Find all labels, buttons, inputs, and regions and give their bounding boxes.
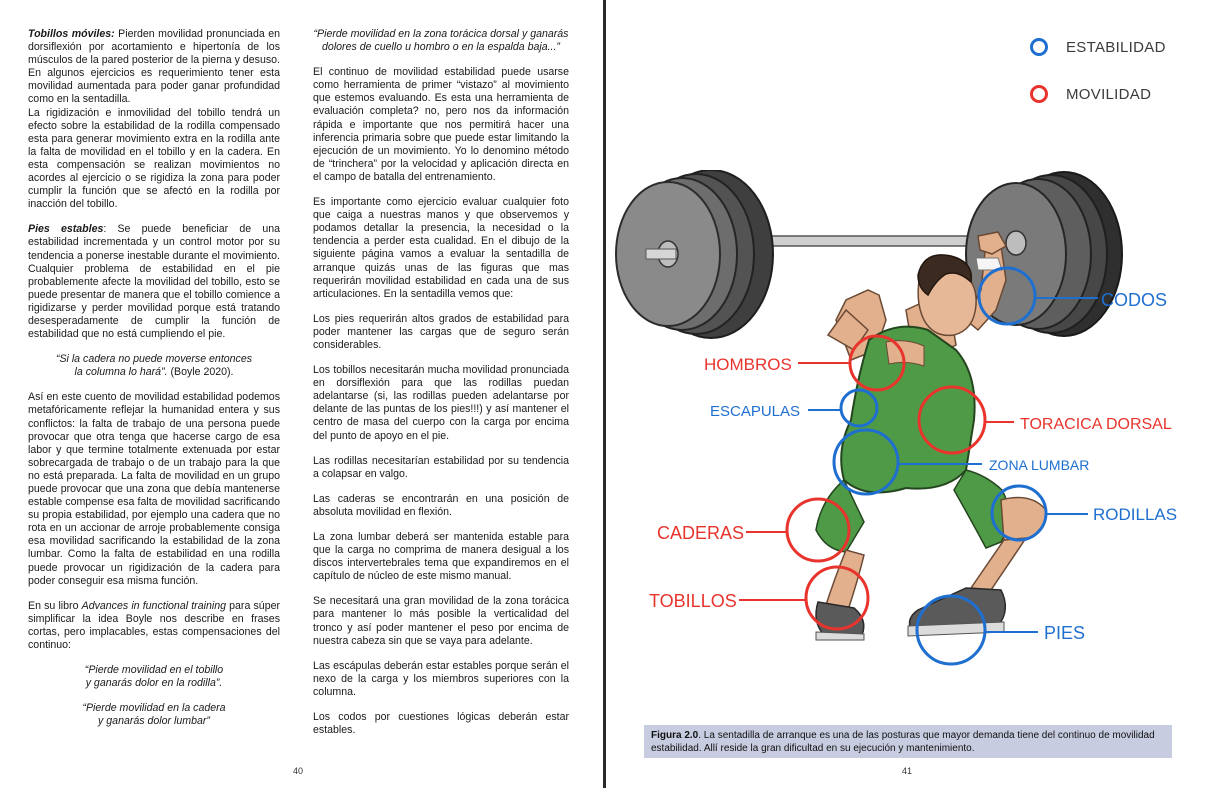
label-caderas: CADERAS bbox=[657, 523, 745, 543]
left-page bbox=[0, 0, 603, 788]
quote-line: dolores de cuello u hombro o en la espalda baja...” bbox=[322, 41, 560, 54]
label-hombros: HOMBROS bbox=[704, 355, 792, 374]
paragraph-text: Pierden movilidad pronunciada en dorsiflexión por acortamiento e hipertonía de los músculos de la pared posterior de la pierna y desuso. En algunos ejercicios es requerimiento tener esta movilidad aumentada para poder ganar profundidad como en la sentadilla. bbox=[28, 28, 280, 106]
paragraph-metafora: Así en este cuento de movilidad estabilidad podemos metafóricamente reflejar la humanidad entera y sus conflictos: la falta de trabajo de una persona puede provocar que otra tenga que hacerse cargo de esa labor y que termine totalmente extenuada por estar sobrecargada de trabajo o de un trabajo para la que no está preparada. La falta de movilidad en un grupo puede provocar que una zona que debía mantenerse estable compense esa falta de movilidad sacrificando su propia estabilidad, por ejemplo una cadera que no rota en un accionar de arroje probablemente consiga esa movilidad sacrificando la estabilidad de la zona lumbar. Como la falta de estabilidad en una rodilla puede provocar un rigidización de la cadera para poder conseguir esa misma función. bbox=[28, 391, 280, 587]
paragraph-evaluar: Es importante como ejercicio evaluar cualquier foto que caiga a nuestras manos y que observemos y podamos detallar la presencia, la necesidad o la tendencia a perder esta cualidad. En el dibujo de la siguiente página vamos a evaluar la sentadilla de arranque quizás unas de las figuras que mas requerirán movilidad estabilidad en cada una de sus articulaciones. En la sentadilla vemos que: bbox=[313, 196, 569, 300]
paragraph-tobillos-req: Los tobillos necesitarán mucha movilidad pronunciada en dorsiflexión para que las rodillas puedan adelantarse (si, las rodillas pueden adelantarse por delante de las puntas de los pies!!!) y así mantener el centro de masa del cuerpo con la carga por encima del punto de apoyo en el pie. bbox=[313, 364, 569, 442]
legend-stability bbox=[1030, 38, 1166, 56]
paragraph-codos-req: Los codos por cuestiones lógicas deberán estar estables. bbox=[313, 711, 569, 737]
left-plates bbox=[616, 170, 773, 338]
quote-line: “Pierde movilidad en la cadera bbox=[82, 702, 226, 715]
page-number-left: 40 bbox=[293, 766, 304, 776]
legend-mobility-label: MOVILIDAD bbox=[1066, 85, 1152, 103]
quote-toracica bbox=[313, 28, 569, 54]
quote-line: “Si la cadera no puede moverse entonces bbox=[55, 353, 253, 366]
quote-tobillo bbox=[28, 664, 280, 690]
label-codos: CODOS bbox=[1101, 290, 1168, 310]
left-column bbox=[28, 28, 280, 741]
label-rodillas: RODILLAS bbox=[1093, 505, 1178, 524]
paragraph-text: : Se puede beneficiar de una estabilidad incrementada y un control motor por su tendencia a ponerse inestable durante el movimiento. Cualquier problema de estabilidad en el pie probablemente afecte la movilidad del tobillo, esto se puede presentar de manera que el tobillo comience a rigidizarse y perder movilidad porque está tratando desesperadamente de cumplir la función de estabilidad que no está cumpliendo el pie. bbox=[28, 223, 281, 341]
quote-line: la columna lo hará”. bbox=[74, 366, 168, 379]
paragraph-continuo: El continuo de movilidad estabilidad puede usarse como herramienta de primer “vistazo” al movimiento que estemos evaluando. Es esta una herramienta de evaluación completa? no, pero nos da información rápida e importante que nos permitirá hacer una inferencia primaria sobre que puede estar limitando la ejecución de un movimiento. Yo lo denomino método de “trinchera” por la velocidad y aplicación directa en el campo de batalla del entrenamiento. bbox=[313, 66, 569, 183]
paragraph-caderas-req: Las caderas se encontrarán en una posición de absoluta movilidad en flexión. bbox=[313, 492, 569, 518]
legend-mobility bbox=[1030, 85, 1151, 103]
book-title: Advances in functional training bbox=[81, 599, 226, 612]
quote-line: y ganarás dolor lumbar” bbox=[98, 715, 210, 728]
label-tobillos: TOBILLOS bbox=[649, 591, 737, 611]
paragraph-pies bbox=[28, 223, 280, 341]
quote-line: “Pierde movilidad en la zona torácica dorsal y ganarás bbox=[313, 28, 569, 40]
quote-citation: (Boyle 2020). bbox=[167, 366, 234, 379]
red-circle-icon bbox=[1030, 85, 1048, 103]
blue-circle-icon bbox=[1030, 38, 1048, 56]
paragraph-toracica-req: Se necesitará una gran movilidad de la zona torácica para mantener lo más posible la verticalidad del tronco y así poder mantener el peso por encima de nuestra cabeza sin que se vaya para adelante. bbox=[313, 595, 569, 647]
paragraph-lumbar-req: La zona lumbar deberá ser mantenida estable para que la carga no comprima de manera desigual a los discos intervertebrales tema que expandiremos en el capítulo de núcleo de este mismo manual. bbox=[313, 531, 569, 583]
page-number-right: 41 bbox=[902, 766, 913, 776]
label-toracica: TORACICA DORSAL bbox=[1020, 416, 1172, 433]
term-pies-estables: Pies estables bbox=[28, 223, 104, 236]
label-lumbar: ZONA LUMBAR bbox=[989, 457, 1090, 473]
paragraph-tobillos bbox=[28, 28, 280, 107]
caption-text: . La sentadilla de arranque es una de las posturas que mayor demanda tiene del continuo de movilidad estabilidad. Allí reside la gran dificultad en su ejecución y mantenimiento. bbox=[651, 730, 1155, 754]
paragraph-pies-req: Los pies requerirán altos grados de estabilidad para poder mantener las cargas que de seguro serán considerables. bbox=[313, 312, 569, 351]
quote-line: “Pierde movilidad en el tobillo bbox=[84, 664, 224, 677]
paragraph-rodillas-req: Las rodillas necesitarían estabilidad por su tendencia a colapsar en valgo. bbox=[313, 454, 569, 480]
quote-boyle-cadera bbox=[28, 353, 280, 379]
legend-stability-label: ESTABILIDAD bbox=[1066, 38, 1166, 56]
quote-cadera bbox=[28, 702, 280, 728]
figure-caption bbox=[644, 725, 1172, 758]
quote-line: y ganarás dolor en la rodilla”. bbox=[85, 677, 223, 690]
paragraph-escapulas-req: Las escápulas deberán estar estables porque serán el nexo de la carga y los miembros superiores con la columna. bbox=[313, 659, 569, 698]
paragraph-text: En su libro bbox=[28, 599, 82, 612]
paragraph-boyle-libro bbox=[28, 600, 280, 652]
snatch-squat-illustration bbox=[606, 170, 1211, 690]
label-pies: PIES bbox=[1044, 623, 1086, 643]
paragraph-text: para súper simplificar la idea Boyle nos describe en frases cortas, pero implacables, estas compensaciones del continuo: bbox=[28, 599, 280, 652]
term-tobillos-moviles: Tobillos móviles: bbox=[28, 28, 115, 40]
label-escapulas: ESCAPULAS bbox=[710, 403, 801, 420]
figure-label: Figura 2.0 bbox=[651, 730, 699, 741]
paragraph-rigidizacion: La rigidización e inmovilidad del tobillo tendrá un efecto sobre la estabilidad de la rodilla compensado esta para generar movimiento extra en la rodilla ante la falta de movilidad en el tobillo y en la cadera. En esta compensación se realizan movimientos no acordes al ejercicio o se rigidiza la zona para poder cumplir la función que se afectó en la rodilla por inacción del tobillo. bbox=[28, 106, 280, 211]
right-column bbox=[313, 28, 569, 749]
